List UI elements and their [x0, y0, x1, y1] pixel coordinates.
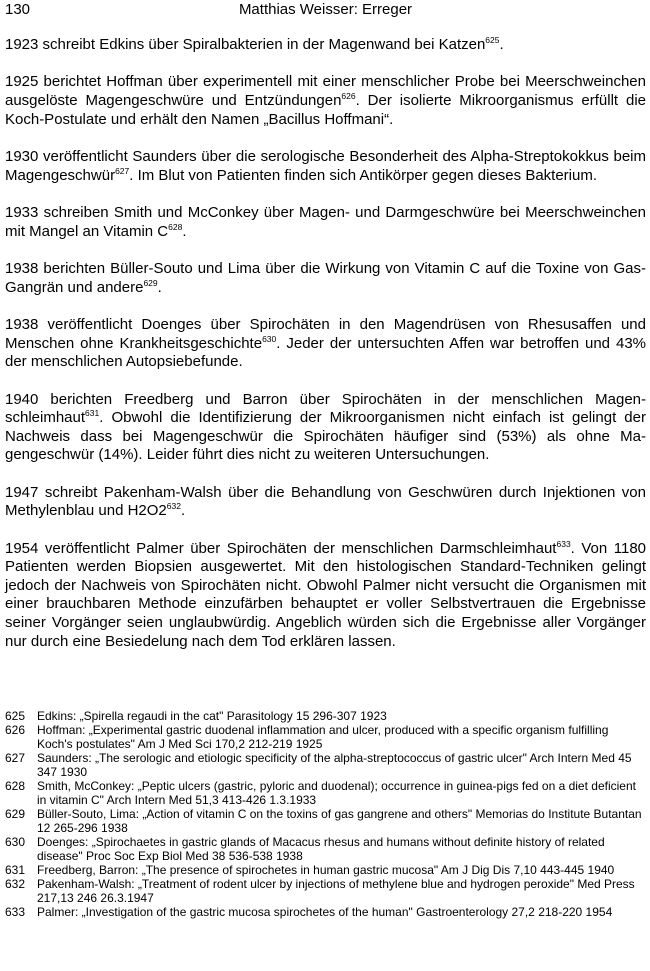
footnote-number: 631	[5, 863, 26, 877]
paragraph-text: 1938 berichten Büller-Souto und Lima über die Wirkung von Vitamin C auf die Toxine von Gas-Gangrän und andere	[5, 259, 646, 296]
footnote	[5, 709, 646, 723]
footnote-ref[interactable]: 626	[341, 90, 356, 101]
footnote-number: 633	[5, 905, 26, 919]
paragraph-text: 1925 berichtet Hoffman über experimentell mit einer menschlicher Probe bei Meerschweinchen ausgelöste Magengeschwüre und Entzündungen	[5, 73, 646, 109]
paragraph	[5, 260, 646, 297]
page-number: 130	[5, 1, 31, 18]
paragraph-tail: . Jeder der untersuchten Affen war betroffen und 43% der menschlichen Autopsiebefunde.	[5, 334, 646, 371]
paragraph-text: 1933 schreiben Smith und McConkey über Magen- und Darmgeschwüre bei Meerschweinchen mit Mangel an Vitamin C	[5, 203, 646, 240]
paragraph-tail: . Der isolierte Mikroorganismus erfüllt die Koch-Postulate und erhält den Namen „Bacillus Hoffmani“.	[5, 91, 646, 128]
paragraph-text: 1930 veröffentlicht Saunders über die serologische Besonderheit des Alpha-Streptokokkus beim Magengeschwür	[5, 147, 646, 184]
footnote-text: Edkins: „Spirella regaudi in the cat" Parasitology 15 296-307 1923	[37, 709, 387, 723]
footnote-text: Freedberg, Barron: „The presence of spirochetes in human gastric mucosa" Am J Dig Dis 7,10 443-445 1940	[37, 863, 615, 877]
paragraph-text: 1940 berichten Freedberg und Barron über Spirochäten in der menschlichen Magenschleimhaut	[5, 390, 646, 427]
paragraph-tail: .	[182, 222, 187, 240]
paragraph	[5, 484, 646, 521]
paragraph-text: 1947 schreibt Pakenham-Walsh über die Behandlung von Geschwüren durch Injektionen von Methylenblau und H2O2	[5, 483, 646, 520]
footnote-ref[interactable]: 625	[485, 35, 500, 45]
footnote-text: Doenges: „Spirochaetes in gastric glands of Macacus rhesus and humans without definite history of related disease" Proc Soc Exp Biol Med 38 536-538 1938	[37, 835, 605, 863]
footnote-number: 630	[5, 835, 26, 849]
paragraph-tail: . Von 1180 Patienten werden Biopsien ausgewertet. Mit den histologischen Standard-Techniken gelingt jedoch der Nachweis von Spirochäten nicht. Obwohl Palmer nicht versucht die Organismen mit einer brauchbaren Methode einzufärben behauptet er voller Selbstvertrauen die Ergebnisse seiner Vorgänger seien unglaubwürdig. Angeblich würden sich die Ergebnisse aller Vorgänger nur durch eine Besiedelung nach dem Tod erklären lassen.	[5, 539, 647, 650]
footnote-number: 627	[5, 751, 26, 765]
paragraph-tail: .	[180, 502, 186, 520]
footnote-ref[interactable]: 631	[85, 408, 100, 419]
paragraph	[5, 204, 646, 241]
paragraph-tail: . Im Blut von Patienten finden sich Antikörper gegen dieses Bakterium.	[129, 166, 598, 184]
paragraph	[5, 73, 646, 129]
footnote	[5, 807, 646, 835]
footnote-number: 628	[5, 779, 26, 793]
paragraph-text: 1954 veröffentlicht Palmer über Spirochäten der menschlichen Darmschleimhaut	[5, 539, 557, 557]
running-title: Matthias Weisser: Erreger	[238, 1, 413, 18]
footnote	[5, 835, 646, 863]
paragraph-text: 1923 schreibt Edkins über Spiralbakterien in der Magenwand bei Katzen	[5, 36, 486, 53]
paragraph-tail: . Obwohl die Identifizierung der Mikroorganismen nicht einfach ist gelingt der Nachweis dass bei Magengeschwür die Spirochäten häufiger sind (53%) als ohne Magengeschwür (14%). Leider führt dies nicht zu weiteren Untersuchungen.	[5, 409, 646, 464]
footnote-number: 629	[5, 807, 26, 821]
footnote-text: Smith, McConkey: „Peptic ulcers (gastric, pyloric and duodenal); occurrence in guinea-pigs fed on a diet deficient in vitamin C" Arch Intern Med 51,3 413-426 1.3.1933	[37, 779, 636, 807]
footnote-text: Büller-Souto, Lima: „Action of vitamin C on the toxins of gas gangrene and others" Memorias do Institute Butantan 12 265-296 1938	[37, 807, 642, 835]
footnote-number: 626	[5, 723, 26, 737]
paragraph	[5, 391, 646, 465]
footnote-text: Saunders: „The serologic and etiologic specificity of the alpha-streptococcus of gastric ulcer" Arch Intern Med 45 347 1930	[37, 751, 632, 779]
footnote-ref[interactable]: 628	[168, 221, 183, 232]
footnote-ref[interactable]: 629	[143, 277, 158, 288]
footnote	[5, 779, 646, 807]
page-header	[5, 0, 646, 20]
footnote	[5, 751, 646, 779]
paragraph	[5, 540, 646, 652]
footnote	[5, 905, 646, 919]
footnote	[5, 877, 646, 905]
footnote-number: 632	[5, 877, 26, 891]
paragraph-tail: .	[499, 36, 504, 53]
footnote-ref[interactable]: 632	[166, 501, 181, 512]
footnote-ref[interactable]: 630	[262, 333, 277, 344]
footnote-text: Palmer: „Investigation of the gastric mucosa spirochetes of the human" Gastroenterology 27,2 218-220 1954	[37, 905, 613, 919]
footnote-ref[interactable]: 627	[115, 165, 130, 176]
footnote-text: Pakenham-Walsh: „Treatment of rodent ulcer by injections of methylene blue and hydrogen peroxide" Med Press 217,13 246 26.3.1947	[37, 877, 635, 905]
paragraph	[5, 36, 646, 55]
footnote-text: Hoffman: „Experimental gastric duodenal inflammation and ulcer, produced with a specific organism fulfilling Koch's postulates" Am J Med Sci 170,2 212-219 1925	[37, 723, 609, 751]
paragraph-text: 1938 veröffentlicht Doenges über Spirochäten in den Magendrüsen von Rhesusaffen und Menschen ohne Krankheitsgeschichte	[5, 315, 646, 352]
footnotes	[5, 709, 646, 919]
footnote	[5, 723, 646, 751]
footnote-ref[interactable]: 633	[556, 538, 571, 549]
footnote	[5, 863, 646, 877]
paragraph	[5, 316, 646, 372]
paragraph	[5, 148, 646, 185]
body-text	[5, 36, 646, 670]
footnote-number: 625	[5, 709, 26, 723]
paragraph-tail: .	[157, 278, 162, 296]
